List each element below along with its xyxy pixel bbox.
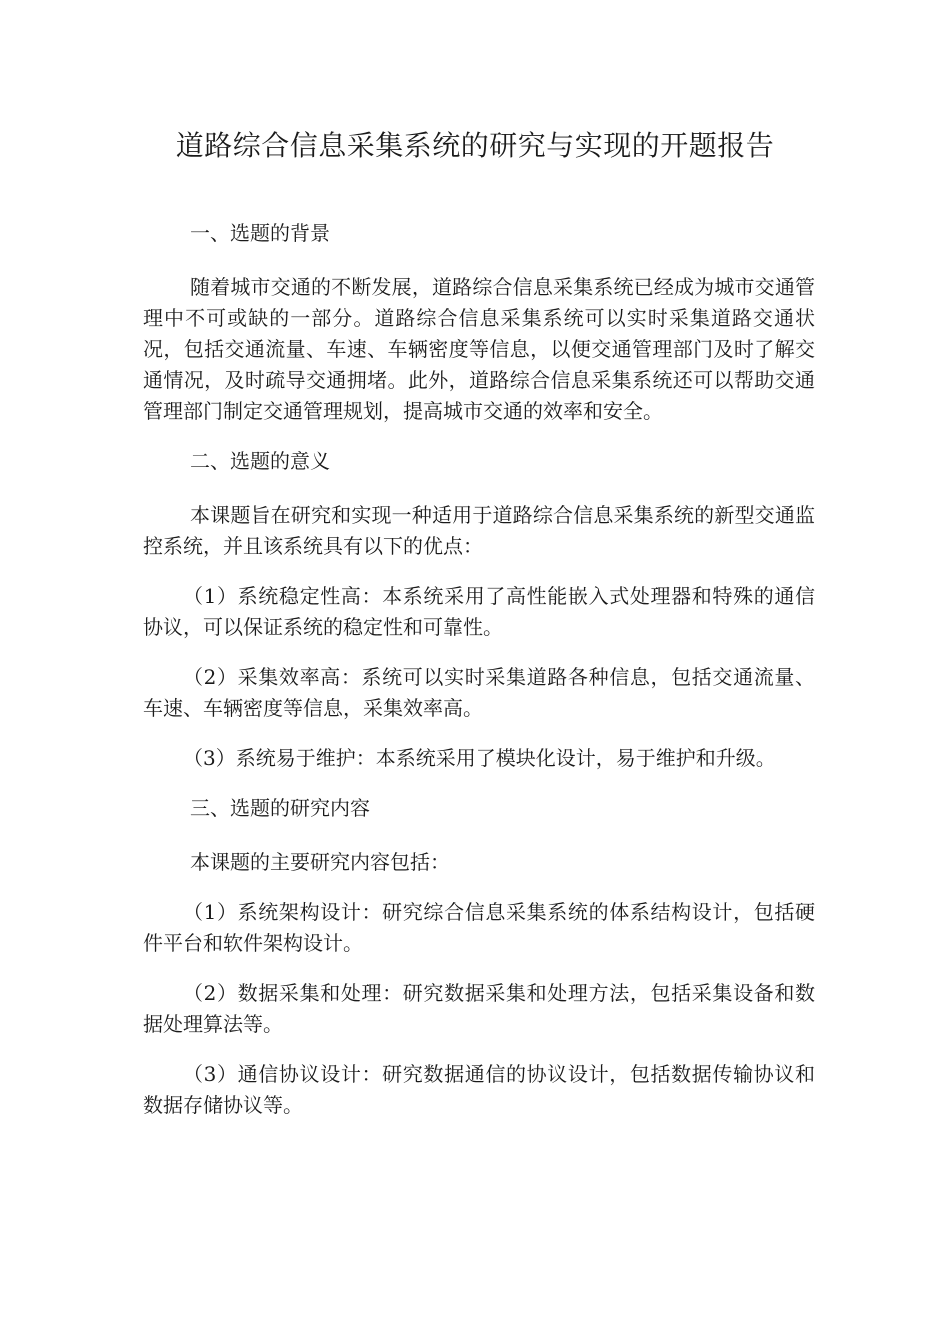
section-heading-research-content: 三、选题的研究内容	[190, 796, 370, 820]
background-paragraph: 随着城市交通的不断发展，道路综合信息采集系统已经成为城市交通管理中不可或缺的一部分。道路综合信息采集系统可以实时采集道路交通状况，包括交通流量、车速、车辆密度等信息，以便交通管理部门及时了解交通情况，及时疏导交通拥堵。此外，道路综合信息采集系统还可以帮助交通管理部门制定交通管理规划，提高城市交通的效率和安全。	[143, 275, 815, 423]
research-content-paragraph: 本课题的主要研究内容包括：	[190, 850, 450, 874]
research-item-3: （3）通信协议设计：研究数据通信的协议设计，包括数据传输协议和数据存储协议等。	[143, 1062, 815, 1117]
significance-paragraph: 本课题旨在研究和实现一种适用于道路综合信息采集系统的新型交通监控系统，并且该系统具有以下的优点：	[143, 503, 815, 558]
document-title: 道路综合信息采集系统的研究与实现的开题报告	[175, 129, 775, 162]
document-body	[143, 218, 815, 1140]
section-heading-significance: 二、选题的意义	[190, 449, 330, 473]
research-item-1: （1）系统架构设计：研究综合信息采集系统的体系结构设计，包括硬件平台和软件架构设计。	[143, 900, 815, 955]
section-heading-background: 一、选题的背景	[190, 221, 330, 245]
significance-item-2: （2）采集效率高：系统可以实时采集道路各种信息，包括交通流量、车速、车辆密度等信息，采集效率高。	[143, 665, 815, 720]
research-item-2: （2）数据采集和处理：研究数据采集和处理方法，包括采集设备和数据处理算法等。	[143, 981, 815, 1036]
significance-item-3: （3）系统易于维护：本系统采用了模块化设计，易于维护和升级。	[183, 746, 776, 770]
significance-item-1: （1）系统稳定性高：本系统采用了高性能嵌入式处理器和特殊的通信协议，可以保证系统的稳定性和可靠性。	[143, 584, 815, 639]
